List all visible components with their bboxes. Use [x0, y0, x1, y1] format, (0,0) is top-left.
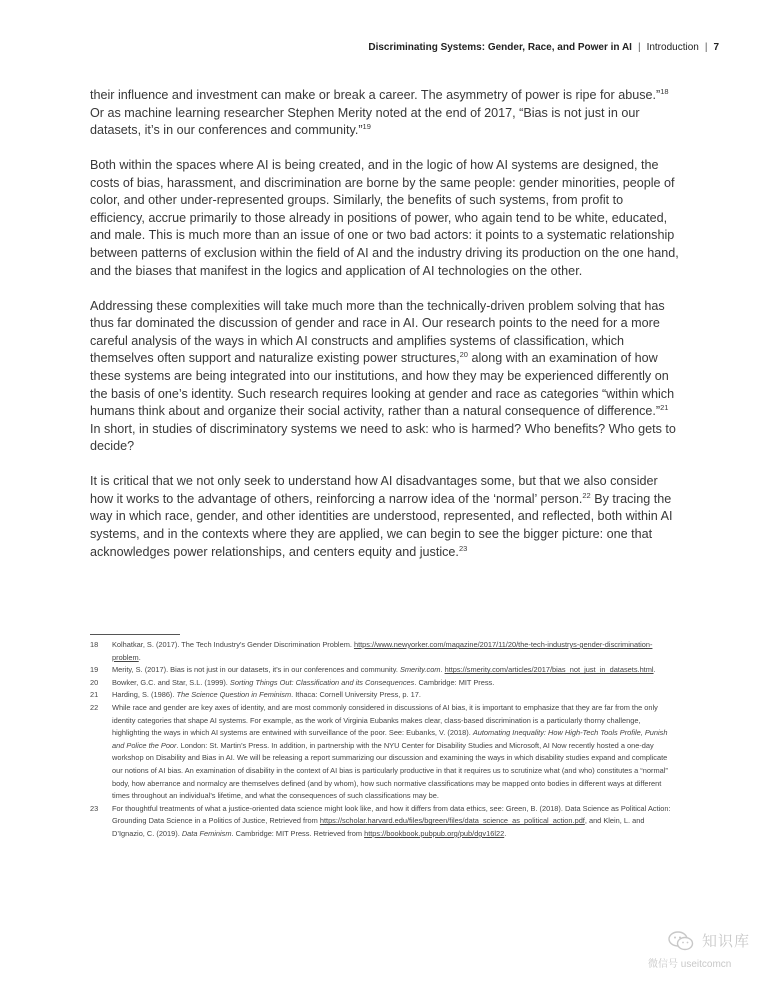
footnote-ref-23[interactable]: 23	[458, 543, 468, 553]
page-number: 7	[713, 42, 719, 53]
footnote-ref-20[interactable]: 20	[459, 350, 468, 360]
header-separator: |	[704, 42, 708, 53]
footnote-23	[90, 803, 675, 841]
text-run: Or as machine learning researcher Stephen Merity noted at the end of 2017, “Bias is not just in our datasets, it’s in our conferences and community.”	[90, 105, 640, 138]
footnote-number: 19	[90, 665, 99, 675]
text-run: Addressing these complexities will take much more than the technically-driven problem solving that has thus far dominated the discussion of gender and race in AI. Our research points to the need for a more careful analysis of the ways in which AI constructs and amplifies systems of classification, which themselves often support and naturalize existing power structures,	[90, 298, 665, 366]
watermark-subtitle: 微信号 useitcomcn	[648, 959, 732, 970]
text-run: While race and gender are key axes of identity, and are most commonly considered in discussions of AI bias, it is important to emphasize that they are far from the only identity categories that shape AI systems. For example, as the work of Virginia Eubanks makes clear, class-based discrimination is a particularly thorny challenge, highlighting the ways in which AI systems are entwined with surveillance of the poor. See: Eubanks, V. (2018).	[112, 702, 658, 738]
text-run: . Cambridge: MIT Press. Retrieved from	[231, 828, 365, 838]
footnote-divider	[90, 634, 180, 635]
text-run: their influence and investment can make or break a career. The asymmetry of power is ripe for abuse.”	[90, 88, 661, 102]
running-header	[368, 42, 719, 53]
footnote-21	[90, 689, 675, 702]
footnote-number: 23	[90, 803, 99, 813]
footnote-text	[112, 689, 675, 702]
text-run: By tracing the way in which race, gender, and other identities are understood, represented, and reflected, both within AI systems, and in the contexts where they are applied, we can begin to see the bigger picture: one that acknowledges power relationships, and centers equity and justice.	[90, 491, 673, 559]
footnote-18	[90, 639, 675, 664]
watermark-name: 知识库	[702, 933, 751, 950]
main-body	[90, 87, 680, 578]
text-run: Bowker, G.C. and Star, S.L. (1999).	[112, 677, 230, 687]
footnote-ref-19[interactable]: 19	[362, 122, 371, 132]
footnote-text	[112, 639, 675, 664]
paragraph-2: Both within the spaces where AI is being created, and in the logic of how AI systems are designed, the costs of bias, harassment, and discrimination are borne by the same people: gender minorities, people of color, and other under-represented groups. Similarly, the benefits of such systems, from profit to efficiency, accrue primarily to those already in positions of power, who again tend to be white, educated, and male. This is much more than an issue of one or two bad actors: it points to a systematic relationship between patterns of exclusion within the field of AI and the industry driving its production on the one hand, and the biases that manifest in the logics and application of AI technologies on the other.	[90, 158, 679, 278]
source-title: The Science Question in Feminism	[176, 690, 292, 700]
text-run: .	[504, 828, 507, 838]
source-title: Data Feminism	[181, 828, 232, 838]
paragraph-3	[90, 298, 680, 456]
source-title: Automating Inequality: How High-Tech Tools Profile, Punish and Police the Poor	[112, 728, 668, 750]
text-run: . London: St. Martin’s Press. In addition, in partnership with the NYU Center for Disability Studies and Microsoft, AI Now recently hosted a one-day workshop on Disability and Bias in AI. We will be releasing a report summarizing our discussion and examining the ways in which disability studies expand and complicate our notions of AI bias. An examination of disability in the context of AI bias is particularly productive in that it requires us to scrutinize what (and who) constitutes a “normal” body, how aberrance and normalcy are themselves defined (and by whom), how such normative classifications may be mapped onto bodies in different ways at different times throughout an individual’s lifetime, and what the consequences of such classifications may be.	[112, 740, 668, 801]
footnote-19	[90, 664, 675, 677]
text-run: .	[653, 665, 656, 675]
footnote-number: 22	[90, 702, 99, 712]
footnote-ref-18[interactable]: 18	[660, 87, 669, 96]
footnote-text	[112, 677, 675, 690]
footnote-text	[112, 803, 675, 841]
report-title: Discriminating Systems: Gender, Race, and Power in AI	[368, 42, 632, 53]
footnote-text	[112, 702, 675, 803]
section-name: Introduction	[646, 42, 699, 53]
text-run: . Cambridge: MIT Press.	[414, 677, 495, 687]
footnote-22	[90, 702, 675, 803]
footnote-link[interactable]: https://smerity.com/articles/2017/bias_not_just_in_datasets.html	[444, 665, 654, 675]
text-run: It is critical that we not only seek to understand how AI disadvantages some, but that we also consider how it works to the advantage of others, reinforcing a narrow idea of the ‘normal’ person.	[90, 474, 658, 506]
footnote-link[interactable]: https://bookbook.pubpub.org/pub/dgv16l22	[364, 828, 505, 838]
footnote-link[interactable]: https://scholar.harvard.edu/files/bgreen/files/data_science_as_political_action.pdf	[319, 816, 585, 826]
footnotes	[90, 639, 675, 841]
footnote-number: 21	[90, 690, 99, 700]
paragraph-1	[90, 87, 680, 140]
text-run: In short, in studies of discriminatory systems we need to ask: who is harmed? Who benefits? Who gets to decide?	[90, 421, 676, 454]
footnote-link[interactable]: https://www.newyorker.com/magazine/2017/11/20/the-tech-industrys-gender-discrimination-problem	[112, 640, 653, 662]
watermark	[648, 930, 751, 970]
footnote-text	[112, 664, 675, 677]
watermark-row	[668, 930, 750, 951]
text-run: Harding, S. (1986).	[112, 690, 177, 700]
footnote-number: 18	[90, 640, 99, 649]
footnote-ref-22[interactable]: 22	[582, 490, 591, 500]
text-run: . Ithaca: Cornell University Press, p. 17.	[291, 690, 421, 700]
header-separator: |	[637, 42, 641, 53]
wechat-icon	[668, 931, 694, 951]
text-run: For thoughtful treatments of what a justice-oriented data science might look like, and how it differs from data ethics, see: Green, B. (2018). Data Science as Political Action: Grounding Data Science in a Politics of Justice, Retrieved from	[112, 803, 671, 826]
text-run: , and Klein, L. and D’Ignazio, C. (2019).	[112, 816, 645, 838]
text-run: Merity, S. (2017). Bias is not just in our datasets, it’s in our conferences and community.	[112, 665, 400, 675]
text-run: Kolhatkar, S. (2017). The Tech Industry’s Gender Discrimination Problem.	[112, 640, 354, 649]
footnote-ref-21[interactable]: 21	[660, 403, 669, 413]
source-title: Smerity.com	[399, 665, 441, 675]
text-run: .	[138, 652, 141, 662]
footnote-number: 20	[90, 677, 99, 687]
source-title: Sorting Things Out: Classification and its Consequences	[229, 677, 415, 687]
text-run: along with an examination of how these systems are being integrated into our institutions, and how they may be experienced differently on the basis of one’s identity. Such research requires looking at gender and race as categories “within which humans think about and organize their social activity, rather than a natural consequence of difference.”	[90, 351, 675, 419]
text-run: .	[440, 665, 445, 675]
paragraph-4	[90, 473, 680, 561]
footnote-20	[90, 677, 675, 690]
